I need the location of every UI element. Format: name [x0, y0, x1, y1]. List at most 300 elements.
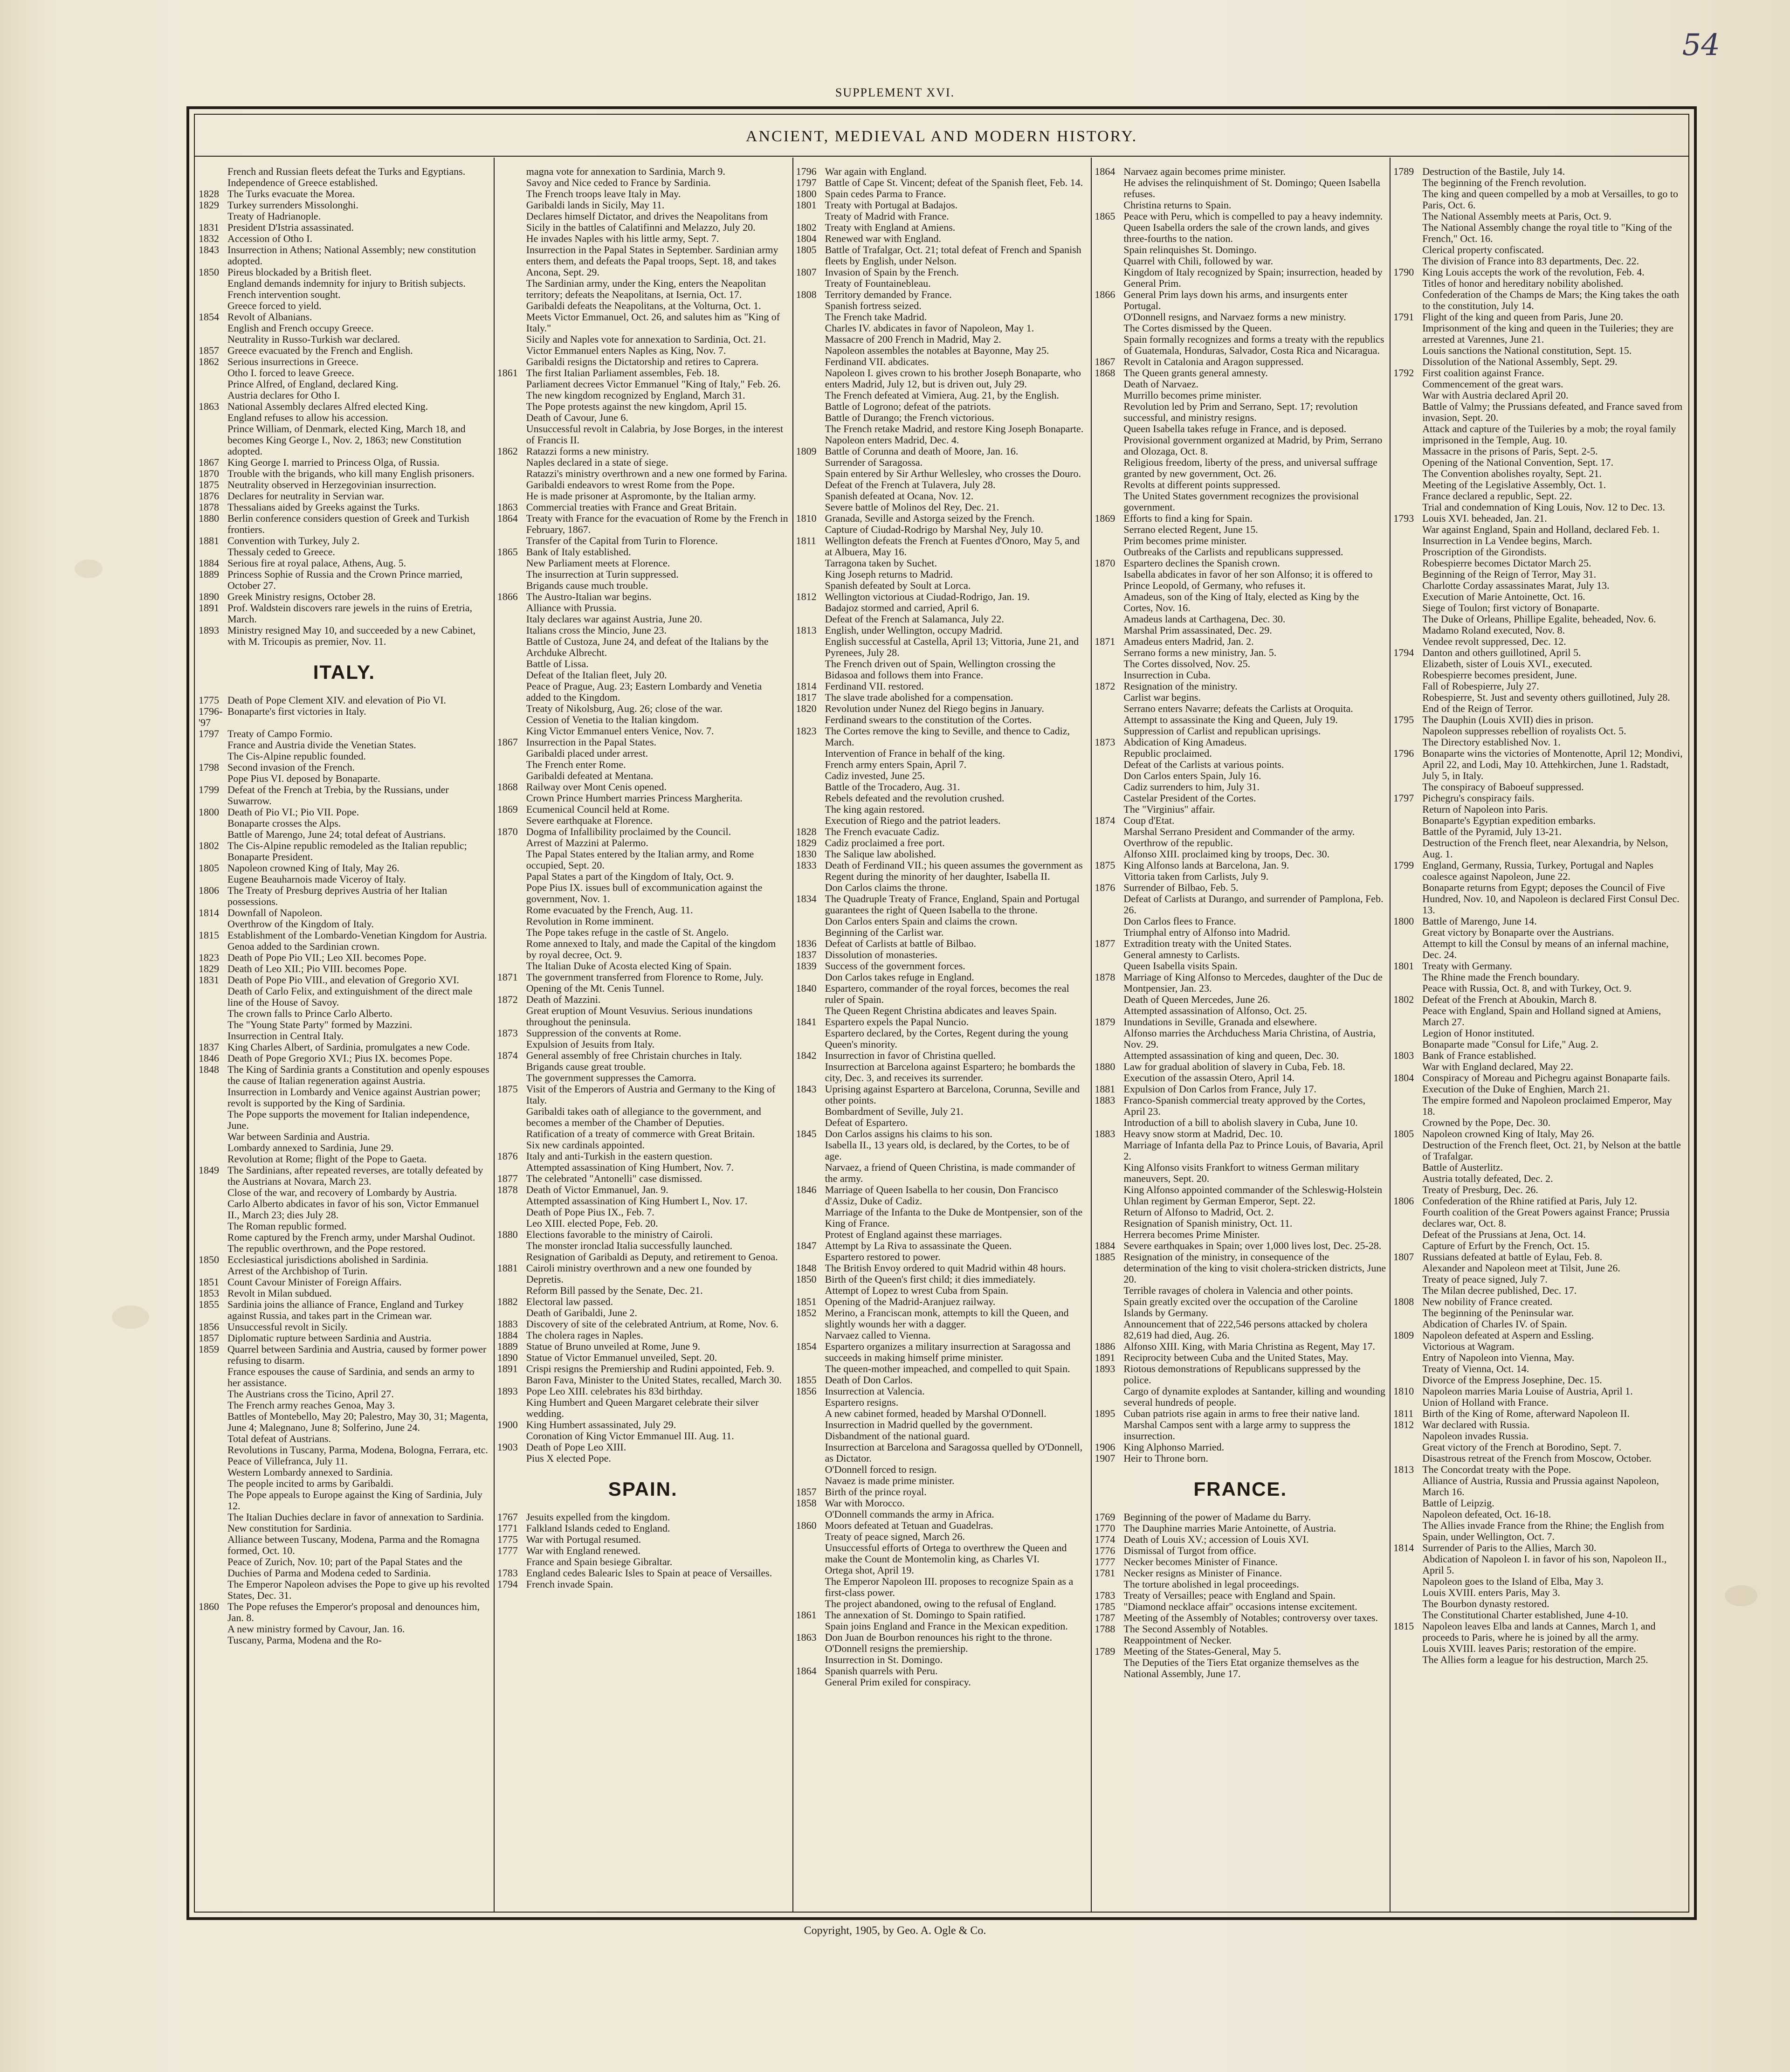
entry-text: Battle of Custoza, June 24, and defeat of the Italians by the Archduke Albrecht.: [526, 635, 769, 658]
entry-text: Disastrous retreat of the French from Moscow, October.: [1422, 1452, 1652, 1464]
entry-year: [1095, 916, 1123, 927]
history-entry: [497, 737, 789, 748]
entry-text: Garibaldi takes oath of allegiance to the government, and becomes a member of the Chamber of Deputies.: [526, 1105, 761, 1128]
history-entry: [1095, 1184, 1386, 1207]
entry-text: Italy and anti-Turkish in the eastern question.: [526, 1150, 713, 1162]
entry-year: [796, 1531, 825, 1542]
history-entry: [1095, 200, 1386, 211]
history-entry: [796, 625, 1088, 636]
entry-year: 1877: [497, 1173, 518, 1184]
history-entry: [1393, 267, 1685, 278]
entry-year: [796, 781, 825, 793]
history-entry: [497, 960, 789, 972]
entry-text: Inundations in Seville, Granada and elsewhere.: [1123, 1016, 1317, 1028]
entry-text: The Deputies of the Tiers Etat organize themselves as the National Assembly, June 17.: [1123, 1657, 1359, 1679]
entry-year: [497, 849, 526, 871]
entry-year: 1794: [497, 1578, 518, 1590]
entry-text: Espartero expels the Papal Nuncio.: [825, 1016, 969, 1028]
entry-text: The French retake Madrid, and restore King Joseph Bonaparte.: [825, 423, 1084, 435]
history-entry: [199, 963, 490, 974]
history-entry: [1095, 367, 1386, 379]
entry-text: Insurrection in Lombardy and Venice against Austrian power; revolt is supported by the King of Sardinia.: [227, 1086, 481, 1109]
history-entry: [1393, 244, 1685, 256]
history-entry: [1393, 1397, 1685, 1408]
entry-text: King George I. married to Princess Olga, of Russia.: [227, 456, 440, 468]
entry-text: Death of Pope Clement XIV. and elevation of Pio VI.: [227, 694, 447, 706]
history-entry: [1393, 591, 1685, 602]
entry-year: 1789: [1393, 166, 1414, 177]
entry-year: 1903: [497, 1441, 518, 1453]
entry-year: [796, 1061, 825, 1084]
entry-year: [1095, 1579, 1123, 1590]
history-entry: [1393, 580, 1685, 591]
entry-year: [199, 1556, 227, 1579]
entry-year: 1873: [497, 1027, 518, 1039]
history-entry: [199, 401, 490, 412]
entry-year: [796, 793, 825, 804]
entry-text: Cession of Venetia to the Italian kingdom.: [526, 714, 699, 725]
history-entry: [199, 222, 490, 233]
entry-text: Louis XVIII. leaves Paris; restoration of the empire.: [1422, 1643, 1636, 1654]
entry-year: [796, 714, 825, 725]
entry-text: Statue of Victor Emmanuel unveiled, Sept. 20.: [526, 1352, 717, 1363]
entry-year: 1846: [199, 1052, 219, 1064]
entry-text: Victor Emmanuel enters Naples as King, Nov. 7.: [526, 345, 726, 356]
history-entry: [1095, 770, 1386, 781]
entry-year: 1848: [199, 1064, 219, 1075]
entry-year: 1878: [497, 1184, 518, 1195]
entry-year: [497, 401, 526, 412]
entry-year: [1393, 1117, 1422, 1128]
history-entry: [796, 781, 1088, 793]
entry-year: [497, 345, 526, 356]
entry-text: Napoleon assembles the notables at Bayonne, May 25.: [825, 345, 1049, 356]
entry-text: Attempted assassination of King Humbert I., Nov. 17.: [526, 1195, 748, 1207]
entry-text: The National Assembly change the royal title to "King of the French," Oct. 16.: [1422, 221, 1672, 244]
history-entry: [1393, 1464, 1685, 1475]
entry-year: [199, 1411, 227, 1433]
history-entry: [1095, 1453, 1386, 1464]
history-entry: [199, 1444, 490, 1456]
entry-text: Alliance with Prussia.: [526, 602, 617, 614]
history-entry: [1393, 558, 1685, 569]
history-entry: [497, 580, 789, 591]
history-entry: [796, 513, 1088, 524]
history-entry: [1095, 916, 1386, 927]
history-entry: [1095, 423, 1386, 435]
entry-year: 1884: [1095, 1240, 1115, 1251]
entry-year: 1863: [497, 501, 518, 513]
history-entry: [796, 535, 1088, 558]
entry-year: [1393, 1005, 1422, 1028]
entry-year: [1393, 938, 1422, 960]
history-entry: [1095, 323, 1386, 334]
entry-year: 1867: [1095, 356, 1115, 367]
entry-year: [497, 233, 526, 244]
history-entry: [1393, 1195, 1685, 1207]
history-entry: [1393, 1542, 1685, 1554]
history-entry: [199, 379, 490, 390]
history-entry: [1393, 1419, 1685, 1430]
history-entry: [1393, 546, 1685, 558]
entry-year: 1829: [199, 199, 219, 211]
history-entry: [199, 829, 490, 840]
history-entry: [497, 670, 789, 681]
entry-year: 1805: [199, 862, 219, 874]
entry-year: [1095, 222, 1123, 244]
entry-text: Austria declares for Otho I.: [227, 389, 340, 401]
history-entry: [497, 423, 789, 446]
history-entry: [796, 658, 1088, 681]
entry-text: France and Austria divide the Venetian States.: [227, 739, 416, 751]
history-entry: [1393, 647, 1685, 658]
entry-text: King Joseph returns to Madrid.: [825, 568, 953, 580]
entry-text: "Diamond necklace affair" occasions intense excitement.: [1123, 1601, 1357, 1612]
entry-year: [1393, 1307, 1422, 1319]
history-entry: [1095, 334, 1386, 356]
entry-year: [199, 1635, 227, 1646]
history-entry: [199, 1601, 490, 1623]
entry-year: [1095, 1028, 1123, 1050]
entry-text: Severe earthquakes in Spain; over 1,000 lives lost, Dec. 25-28.: [1123, 1240, 1382, 1251]
entry-text: Attempted assassination of king and queen, Dec. 30.: [1123, 1050, 1339, 1061]
entry-year: [497, 1397, 526, 1419]
entry-text: Castelar President of the Cortes.: [1123, 792, 1256, 804]
entry-year: [1095, 256, 1123, 267]
history-entry: [1393, 1263, 1685, 1274]
entry-year: 1856: [796, 1385, 817, 1397]
entry-year: [497, 681, 526, 703]
entry-text: War with England declared, May 22.: [1422, 1061, 1574, 1072]
history-entry: [1095, 490, 1386, 513]
history-entry: [1095, 1635, 1386, 1646]
entry-text: Renewed war with England.: [825, 233, 941, 244]
history-entry: [497, 401, 789, 412]
entry-text: Commencement of the great wars.: [1422, 378, 1563, 390]
history-entry: [1393, 1442, 1685, 1453]
entry-text: Battle of Marengo, June 24; total defeat of Austrians.: [227, 829, 446, 840]
entry-year: [1393, 1554, 1422, 1576]
history-entry: [796, 423, 1088, 435]
history-entry: [796, 938, 1088, 949]
history-entry: [1393, 614, 1685, 625]
history-entry: [1393, 1374, 1685, 1386]
history-entry: [199, 807, 490, 818]
history-entry: [1393, 1352, 1685, 1363]
entry-year: 1823: [796, 725, 817, 737]
entry-text: Naples declared in a state of siege.: [526, 456, 668, 468]
entry-text: Serious insurrections in Greece.: [227, 356, 359, 367]
entry-year: [199, 334, 227, 345]
history-entry: [796, 1106, 1088, 1117]
entry-year: [497, 871, 526, 882]
history-entry: [1393, 479, 1685, 490]
history-entry: [1393, 177, 1685, 188]
entry-text: The torture abolished in legal proceedings.: [1123, 1578, 1299, 1590]
entry-year: [796, 278, 825, 289]
entry-text: Opening of the National Convention, Sept. 17.: [1422, 456, 1614, 468]
history-entry: [796, 949, 1088, 960]
entry-year: [1393, 1140, 1422, 1162]
column-4: [1091, 158, 1390, 1912]
history-entry: [1095, 356, 1386, 367]
history-entry: [1393, 356, 1685, 367]
history-entry: [796, 412, 1088, 423]
entry-text: War again with England.: [825, 166, 927, 177]
entry-year: [1393, 1475, 1422, 1498]
history-entry: [199, 1265, 490, 1277]
history-entry: [497, 815, 789, 826]
entry-year: [497, 1307, 526, 1319]
entry-year: [1393, 188, 1422, 211]
entry-text: Revolt in Milan subdued.: [227, 1287, 332, 1299]
history-entry: [796, 826, 1088, 837]
history-entry: [199, 1288, 490, 1299]
entry-text: Marriage of the Infanta to the Duke de Montpensier, son of the King of France.: [825, 1206, 1083, 1229]
entry-text: King Alfonso appointed commander of the Schleswig-Holstein Uhlan regiment by German Emperor, Sept. 22.: [1123, 1184, 1383, 1207]
history-entry: [1095, 1229, 1386, 1240]
history-entry: [497, 591, 789, 602]
entry-text: The Treaty of Presburg deprives Austria of her Italian possessions.: [227, 884, 448, 907]
entry-year: 1872: [497, 994, 518, 1005]
entry-year: [199, 423, 227, 457]
history-entry: [199, 1243, 490, 1254]
history-entry: [796, 1005, 1088, 1016]
entry-year: [497, 658, 526, 670]
history-entry: [1095, 177, 1386, 200]
history-entry: [796, 166, 1088, 177]
entry-text: Herrera becomes Prime Minister.: [1123, 1229, 1260, 1240]
entry-year: [1393, 703, 1422, 714]
entry-year: [497, 770, 526, 781]
entry-year: 1868: [497, 781, 518, 793]
entry-text: Great victory by Bonaparte over the Austrians.: [1422, 926, 1614, 938]
entry-text: Defeat of the Italian fleet, July 20.: [526, 669, 667, 681]
entry-year: 1834: [796, 893, 817, 905]
history-entry: [199, 874, 490, 885]
entry-text: Meeting of the Assembly of Notables; controversy over taxes.: [1123, 1612, 1378, 1623]
entry-year: 1870: [497, 826, 518, 837]
entry-text: Trouble with the brigands, who kill many English prisoners.: [227, 468, 475, 479]
entry-year: 1791: [1393, 311, 1414, 323]
entry-text: Downfall of Napoleon.: [227, 907, 323, 919]
entry-text: Disbandment of the national guard.: [825, 1430, 970, 1442]
entry-year: 1802: [1393, 994, 1414, 1005]
history-entry: [199, 558, 490, 569]
entry-year: [1095, 457, 1123, 479]
column-2: [494, 158, 792, 1912]
entry-year: 1771: [497, 1522, 518, 1534]
entry-year: [199, 1456, 227, 1467]
history-entry: [199, 289, 490, 300]
history-entry: [497, 681, 789, 703]
entry-text: The Austrians cross the Ticino, April 27.: [227, 1388, 394, 1400]
history-entry: [1393, 502, 1685, 513]
entry-year: [1393, 323, 1422, 345]
entry-text: The Cortes dissolved, Nov. 25.: [1123, 658, 1251, 670]
history-entry: [1393, 927, 1685, 938]
entry-year: [199, 1467, 227, 1478]
history-entry: [199, 211, 490, 222]
history-entry: [1095, 1523, 1386, 1534]
entry-year: 1811: [796, 535, 816, 546]
section-heading: FRANCE.: [1193, 1478, 1287, 1500]
history-entry: [1095, 1207, 1386, 1218]
entry-text: Battle of the Pyramid, July 13-21.: [1422, 826, 1562, 837]
entry-text: Austria totally defeated, Dec. 2.: [1422, 1173, 1553, 1184]
history-entry: [796, 244, 1088, 267]
entry-year: 1801: [1393, 960, 1414, 972]
history-entry: [1095, 222, 1386, 244]
entry-text: The Queen Regent Christina abdicates and leaves Spain.: [825, 1005, 1057, 1016]
history-entry: [796, 1140, 1088, 1162]
entry-year: 1868: [1095, 367, 1115, 379]
entry-year: 1800: [199, 806, 219, 818]
entry-year: 1823: [199, 952, 219, 963]
entry-year: [199, 367, 227, 379]
history-entry: [1393, 569, 1685, 580]
entry-year: [1393, 289, 1422, 311]
entry-text: Revolutions in Tuscany, Parma, Modena, Bologna, Ferrara, etc.: [227, 1444, 488, 1456]
entry-year: [796, 390, 825, 401]
entry-year: [1393, 692, 1422, 703]
entry-year: 1802: [796, 221, 817, 233]
entry-text: Death of Mazzini.: [526, 994, 601, 1005]
entry-year: 1815: [199, 929, 219, 941]
entry-text: Ratazzi forms a new ministry.: [526, 445, 649, 457]
entry-text: Kingdom of Italy recognized by Spain; insurrection, headed by General Prim.: [1123, 266, 1383, 289]
history-entry: [497, 793, 789, 804]
history-entry: [1393, 1274, 1685, 1285]
history-entry: [796, 1207, 1088, 1229]
entry-text: Serrano enters Navarre; defeats the Carlists at Oroquita.: [1123, 703, 1353, 714]
entry-year: [497, 390, 526, 401]
entry-year: 1871: [497, 971, 518, 983]
entry-text: The King of Sardinia grants a Constitution and openly espouses the cause of Italian regeneration against Austria.: [227, 1064, 489, 1086]
entry-text: Destruction of the French fleet, Oct. 21, by Nelson at the battle of Trafalgar.: [1422, 1139, 1681, 1162]
entry-text: Robespierre, St. Just and seventy others guillotined, July 28.: [1422, 691, 1670, 703]
entry-text: Don Carlos flees to France.: [1123, 915, 1236, 927]
entry-text: Marshal Serrano President and Commander of the army.: [1123, 826, 1355, 837]
history-entry: [497, 546, 789, 558]
entry-year: 1800: [1393, 915, 1414, 927]
entry-year: [796, 479, 825, 490]
entry-year: [1095, 1218, 1123, 1229]
entry-text: Garibaldi placed under arrest.: [526, 747, 648, 759]
entry-year: [199, 412, 227, 423]
history-entry: [1393, 1028, 1685, 1039]
history-entry: [796, 446, 1088, 457]
entry-text: Crowned by the Pope, Dec. 30.: [1422, 1117, 1551, 1128]
history-entry: [497, 1374, 789, 1386]
entry-text: Birth of the prince royal.: [825, 1486, 927, 1498]
entry-year: 1839: [796, 960, 817, 972]
entry-year: [199, 1030, 227, 1042]
entry-text: The Rhine made the French boundary.: [1422, 971, 1580, 983]
entry-year: [1393, 815, 1422, 826]
entry-year: 1870: [1095, 557, 1115, 569]
entry-text: Capture of Ciudad-Rodrigo by Marshal Ney, July 10.: [825, 524, 1044, 535]
entry-year: [497, 1207, 526, 1218]
entry-year: 1875: [1095, 859, 1115, 871]
entry-text: Six new cardinals appointed.: [526, 1139, 645, 1151]
history-entry: [796, 1117, 1088, 1128]
entry-text: Insurrection in Cuba.: [1123, 669, 1211, 681]
entry-text: The Second Assembly of Notables.: [1123, 1623, 1268, 1635]
entry-year: [1095, 1117, 1123, 1128]
history-entry: [796, 681, 1088, 692]
history-entry: [1095, 1016, 1386, 1028]
entry-year: [796, 770, 825, 781]
entry-text: Vittoria taken from Carlists, July 9.: [1123, 870, 1269, 882]
entry-year: 1870: [199, 468, 219, 479]
history-entry: [796, 837, 1088, 849]
entry-year: [1095, 793, 1123, 804]
history-entry: [796, 457, 1088, 468]
entry-text: The French defeated at Vimiera, Aug. 21, by the English.: [825, 389, 1059, 401]
history-entry: [1095, 1512, 1386, 1523]
entry-text: War between Sardinia and Austria.: [227, 1131, 370, 1142]
entry-text: Death of Pope Pio VIII., and elevation of Gregorio XVI.: [227, 974, 459, 986]
entry-year: [1393, 468, 1422, 479]
entry-text: Defeat of the Prussians at Jena, Oct. 14.: [1422, 1229, 1586, 1240]
entry-year: 1886: [1095, 1340, 1115, 1352]
entry-year: 1840: [796, 982, 817, 994]
entry-year: 1889: [497, 1340, 518, 1352]
history-entry: [796, 300, 1088, 311]
history-entry: [497, 1352, 789, 1363]
history-entry: [1095, 670, 1386, 681]
entry-year: [1393, 1263, 1422, 1274]
entry-text: Treaty with Portugal at Badajos.: [825, 199, 958, 211]
entry-text: Marriage of Infanta della Paz to Prince Louis, of Bavaria, April 2.: [1123, 1139, 1384, 1162]
entry-year: 1798: [199, 761, 219, 773]
entry-text: Thessaly ceded to Greece.: [227, 546, 335, 558]
entry-text: Alfonso marries the Archduchess Maria Christina, of Austria, Nov. 29.: [1123, 1027, 1376, 1050]
history-entry: [199, 818, 490, 829]
entry-year: [1095, 759, 1123, 770]
entry-year: 1893: [497, 1385, 518, 1397]
history-entry: [1095, 927, 1386, 938]
history-entry: [796, 1598, 1088, 1609]
entry-year: [1393, 1643, 1422, 1654]
entry-text: Conspiracy of Moreau and Pichegru against Bonaparte fails.: [1422, 1072, 1670, 1084]
entry-text: Statue of Bruno unveiled at Rome, June 9.: [526, 1340, 701, 1352]
entry-text: Total defeat of Austrians.: [227, 1433, 331, 1444]
history-entry: [1393, 323, 1685, 345]
entry-text: Unsuccessful efforts of Ortega to overthrew the Queen and make the Count de Montemolin king, as Charles VI.: [825, 1542, 1067, 1565]
entry-year: [1393, 1285, 1422, 1296]
entry-year: [497, 793, 526, 804]
history-entry: [497, 1229, 789, 1240]
history-entry: [497, 211, 789, 233]
entry-text: The Quadruple Treaty of France, England, Spain and Portugal guarantees the right of Queen Isabella to the throne.: [825, 893, 1080, 916]
entry-year: 1855: [796, 1374, 817, 1386]
entry-text: The French army reaches Genoa, May 3.: [227, 1399, 395, 1411]
history-entry: [1393, 1084, 1685, 1095]
history-entry: [199, 1579, 490, 1601]
history-entry: [796, 1162, 1088, 1184]
history-entry: [1095, 569, 1386, 591]
entry-text: Alexander and Napoleon meet at Tilsit, June 26.: [1422, 1262, 1620, 1274]
entry-year: [1393, 1274, 1422, 1285]
entry-text: Garibaldi lands in Sicily, May 11.: [526, 199, 665, 211]
entry-year: [1393, 1173, 1422, 1184]
entry-year: 1775: [497, 1533, 518, 1545]
entry-text: Spain greatly excited over the occupation of the Caroline Islands by Germany.: [1123, 1296, 1358, 1319]
entry-year: [1095, 1072, 1123, 1084]
entry-text: Bank of Italy established.: [526, 546, 631, 558]
